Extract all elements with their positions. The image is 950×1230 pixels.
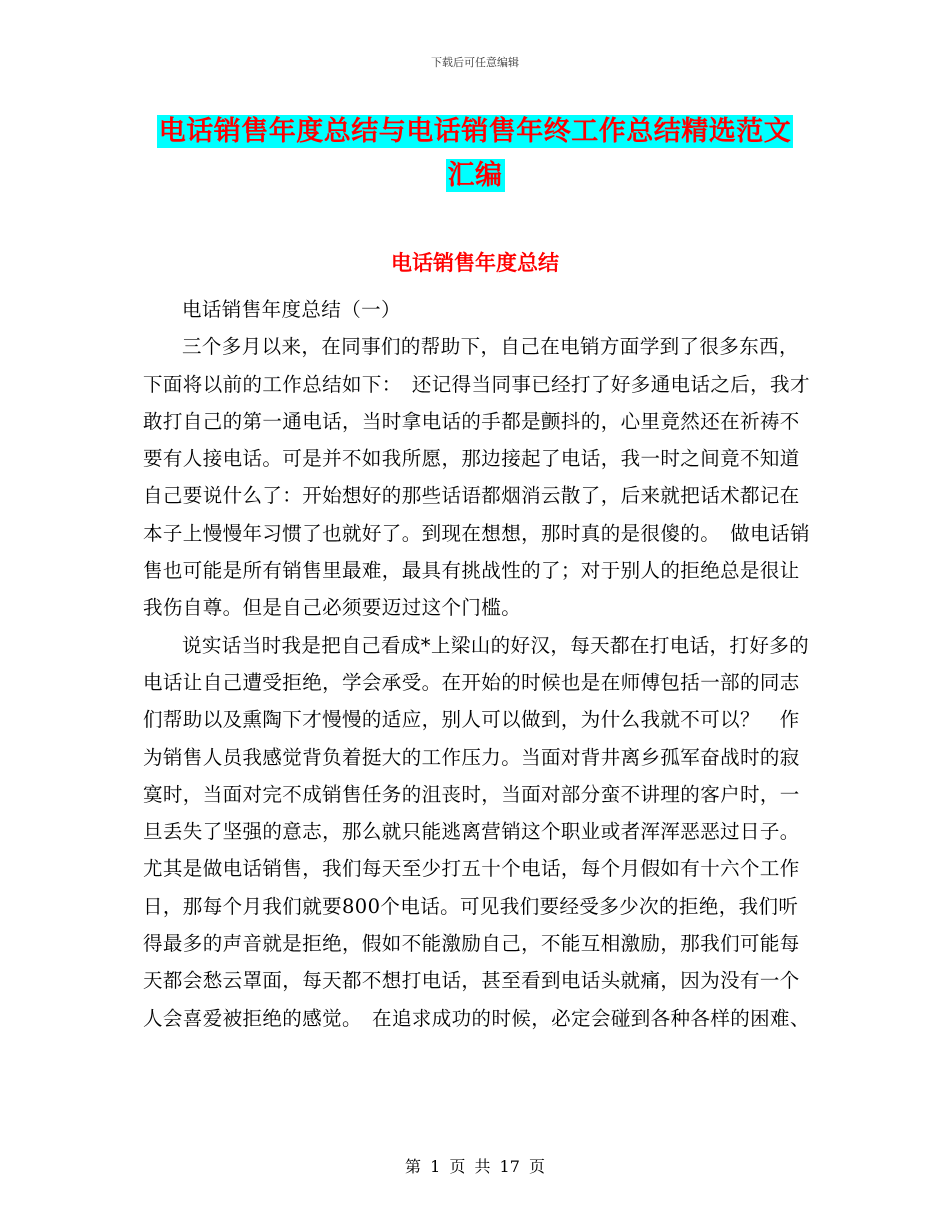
- subsection-title: 电话销售年度总结（一）: [182, 298, 401, 321]
- title-line-1: 电话销售年度总结与电话销售年终工作总结精选范文: [158, 116, 792, 147]
- paragraph-2: 说实话当时我是把自己看成*上梁山的好汉，每天都在打电话，打好多的电话让自己遭受拒绝，学会承受。在开始的时候也是在师傅包括一部的同志们帮助以及熏陶下才慢慢的适应，别人可以做到，为什么我就不可以？ 作为销售人员我感觉背负着挺大的工作压力。当面对背井离乡孤军奋战时的寂寞时，当面对完不成销售任务的沮丧时，当面对部分蛮不讲理的客户时，一旦丢失了坚强的意志，那么就只能逃离营销这个职业或者浑浑恶恶过日子。尤其是做电话销售，我们每天至少打五十个电话，每个月假如有十六个工作日，那每个月我们就要800个电话。可见我们要经受多少次的拒绝，我们听得最多的声音就是拒绝，假如不能激励自己，不能互相激励，那我们可能每天都会愁云罩面，每天都不想打电话，甚至看到电话头就痛，因为没有一个人会喜爱被拒绝的感觉。 在追求成功的时候，必定会碰到各种各样的困难、: [143, 633, 810, 1030]
- body-text: [143, 291, 813, 1037]
- page-number-footer: 第 1 页 共 17 页: [405, 1157, 545, 1176]
- header-note: 下载后可任意编辑: [431, 56, 519, 69]
- document-title: [140, 110, 810, 198]
- title-line-2: 汇编: [447, 160, 503, 191]
- paragraph-1: 三个多月以来，在同事们的帮助下，自己在电销方面学到了很多东西，下面将以前的工作总结如下： 还记得当同事已经打了好多通电话之后，我才敢打自己的第一通电话，当时拿电话的手都是颤抖的，心里竟然还在祈祷不要有人接电话。可是并不如我所愿，那边接起了电话，我一时之间竟不知道自己要说什么了：开始想好的那些话语都烟消云散了，后来就把话术都记在本子上慢慢年习惯了也就好了。到现在想想，那时真的是很傻的。 做电话销售也可能是所有销售里最难，最具有挑战性的了；对于别人的拒绝总是很让我伤自尊。但是自己必须要迈过这个门槛。: [143, 335, 810, 620]
- section-heading: 电话销售年度总结: [391, 251, 559, 275]
